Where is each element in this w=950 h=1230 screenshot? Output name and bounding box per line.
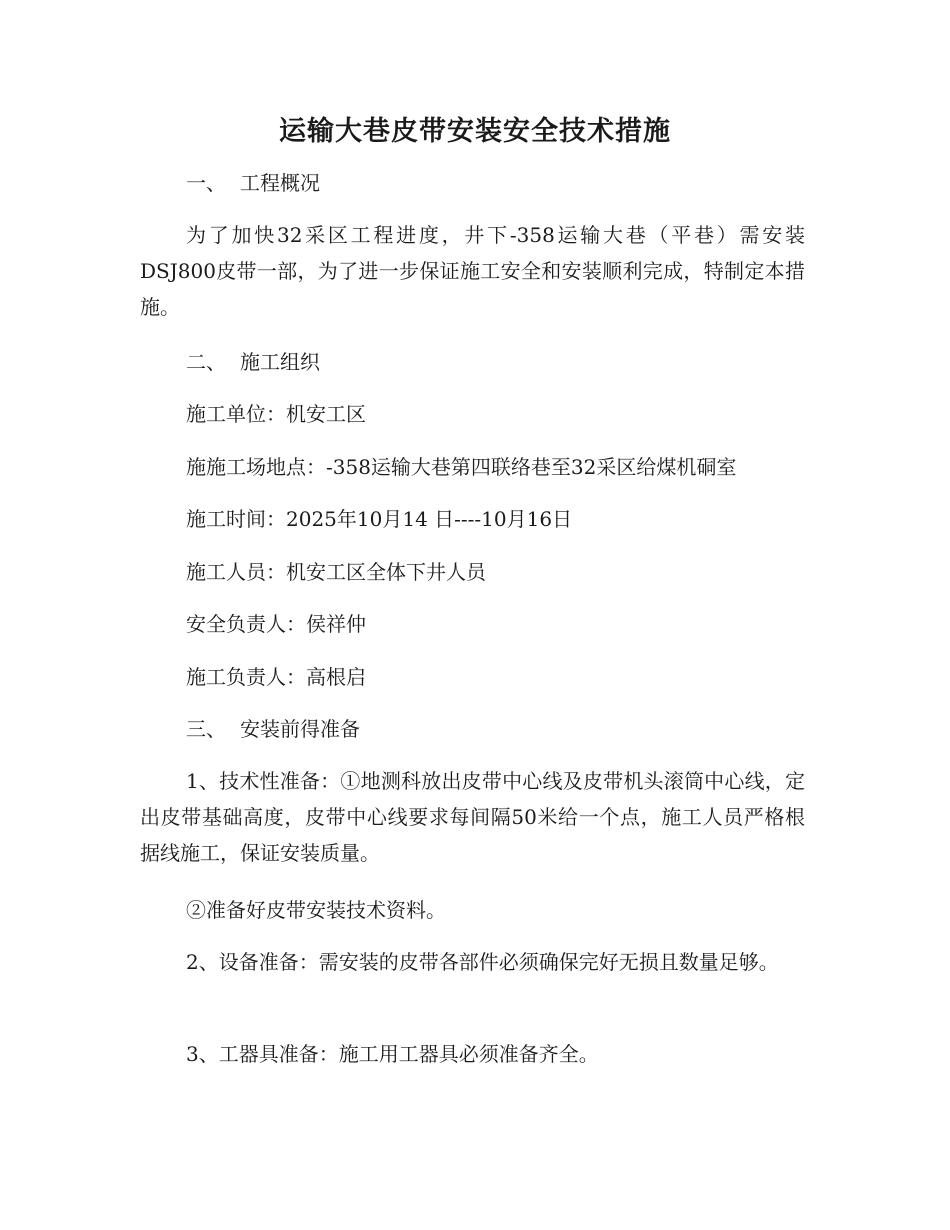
prep-item-technical: 1、技术性准备：①地测科放出皮带中心线及皮带机头滚筒中心线，定出皮带基础高度，皮带中心线要求每间隔50米给一个点，施工人员严格根据线施工，保证安装质量。 — [140, 769, 805, 865]
section-title: 施工组织 — [240, 350, 320, 374]
section-title: 工程概况 — [240, 171, 320, 195]
prep-item-technical-docs: ②准备好皮带安装技术资料。 — [186, 898, 446, 922]
org-item-time: 施工时间：2025年10月14 日----10月16日 — [186, 507, 573, 531]
document-title: 运输大巷皮带安装安全技术措施 — [279, 116, 671, 147]
prep-item-equipment: 2、设备准备：需安装的皮带各部件必须确保完好无损且数量足够。 — [186, 950, 779, 974]
section-heading-organization — [186, 344, 806, 380]
org-item-construction-lead: 施工负责人：高根启 — [186, 665, 366, 689]
section-number: 二、 — [186, 350, 226, 374]
org-item-location: 施施工场地点：-358运输大巷第四联络巷至32采区给煤机硐室 — [186, 455, 737, 479]
overview-paragraph: 为了加快32采区工程进度，井下-358运输大巷（平巷）需安装DSJ800皮带一部，为了进一步保证施工安全和安装顺利完成，特制定本措施。 — [140, 223, 805, 319]
prep-item-tools: 3、工器具准备：施工用工器具必须准备齐全。 — [186, 1042, 599, 1066]
org-item-safety-lead: 安全负责人：侯祥仲 — [186, 612, 366, 636]
section-number: 三、 — [186, 717, 226, 741]
section-heading-preparation — [186, 711, 806, 747]
org-item-personnel: 施工人员：机安工区全体下井人员 — [186, 560, 486, 584]
section-title: 安装前得准备 — [240, 717, 360, 741]
section-heading-overview — [186, 165, 806, 201]
org-item-unit: 施工单位：机安工区 — [186, 402, 366, 426]
section-number: 一、 — [186, 171, 226, 195]
